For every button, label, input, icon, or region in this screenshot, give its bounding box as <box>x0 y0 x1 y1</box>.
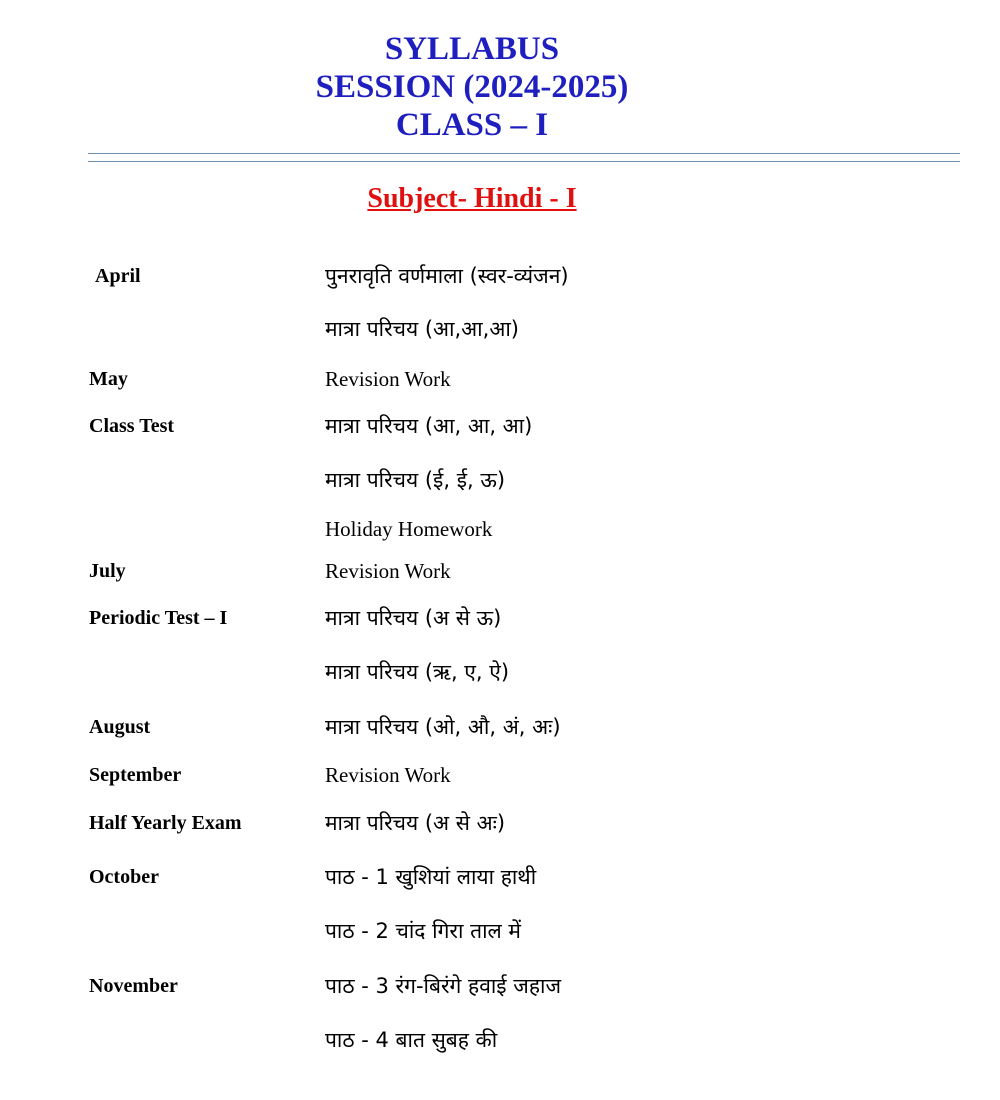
topic-text: Revision Work <box>325 763 451 787</box>
month-label: May <box>89 368 128 390</box>
month-label: October <box>89 866 159 888</box>
month-label: November <box>89 975 178 997</box>
syllabus-row <box>0 760 1000 790</box>
syllabus-row <box>0 364 1000 394</box>
title-class: CLASS – I <box>395 107 549 143</box>
syllabus-row <box>0 261 1000 291</box>
topic-text: Revision Work <box>325 367 451 391</box>
month-label: April <box>95 265 141 287</box>
subject-heading: Subject- Hindi - I <box>367 183 577 214</box>
syllabus-row <box>0 411 1000 441</box>
syllabus-row <box>0 971 1000 1001</box>
syllabus-row <box>0 514 1000 544</box>
title-session: SESSION (2024-2025) <box>315 69 629 105</box>
topic-text: पाठ - 1 खुशियां लाया हाथी <box>325 865 537 889</box>
syllabus-row <box>0 314 1000 344</box>
topic-text: मात्रा परिचय (आ, आ, आ) <box>325 414 533 438</box>
month-label: Periodic Test – I <box>89 607 228 629</box>
topic-text: Revision Work <box>325 559 451 583</box>
document-header <box>0 30 944 144</box>
topic-text: मात्रा परिचय (ऋ, ए, ऐ) <box>325 660 510 684</box>
topic-text: पुनरावृति वर्णमाला (स्वर-व्यंजन) <box>325 264 569 288</box>
divider-bottom <box>88 161 960 162</box>
month-label: July <box>89 560 126 582</box>
title-syllabus: SYLLABUS <box>384 31 560 67</box>
syllabus-row <box>0 1025 1000 1055</box>
syllabus-row <box>0 556 1000 586</box>
month-label: September <box>89 764 182 786</box>
topic-text: मात्रा परिचय (ई, ई, ऊ) <box>325 468 506 492</box>
divider-top <box>88 153 960 154</box>
syllabus-row <box>0 657 1000 687</box>
syllabus-row <box>0 916 1000 946</box>
month-label: August <box>89 716 151 738</box>
syllabus-row <box>0 465 1000 495</box>
topic-text: पाठ - 2 चांद गिरा ताल में <box>325 919 521 943</box>
topic-text: मात्रा परिचय (अ से अः) <box>325 811 506 835</box>
topic-text: मात्रा परिचय (आ,आ,आ) <box>325 317 519 341</box>
topic-text: मात्रा परिचय (अ से ऊ) <box>325 606 502 630</box>
syllabus-row <box>0 603 1000 633</box>
topic-text: मात्रा परिचय (ओ, औ, अं, अः) <box>325 715 561 739</box>
syllabus-row <box>0 862 1000 892</box>
topic-text: पाठ - 4 बात सुबह की <box>325 1028 498 1052</box>
topic-text: Holiday Homework <box>325 517 493 541</box>
syllabus-row <box>0 712 1000 742</box>
syllabus-row <box>0 808 1000 838</box>
topic-text: पाठ - 3 रंग-बिरंगे हवाई जहाज <box>325 974 562 998</box>
month-label: Half Yearly Exam <box>89 812 242 834</box>
month-label: Class Test <box>89 415 175 437</box>
